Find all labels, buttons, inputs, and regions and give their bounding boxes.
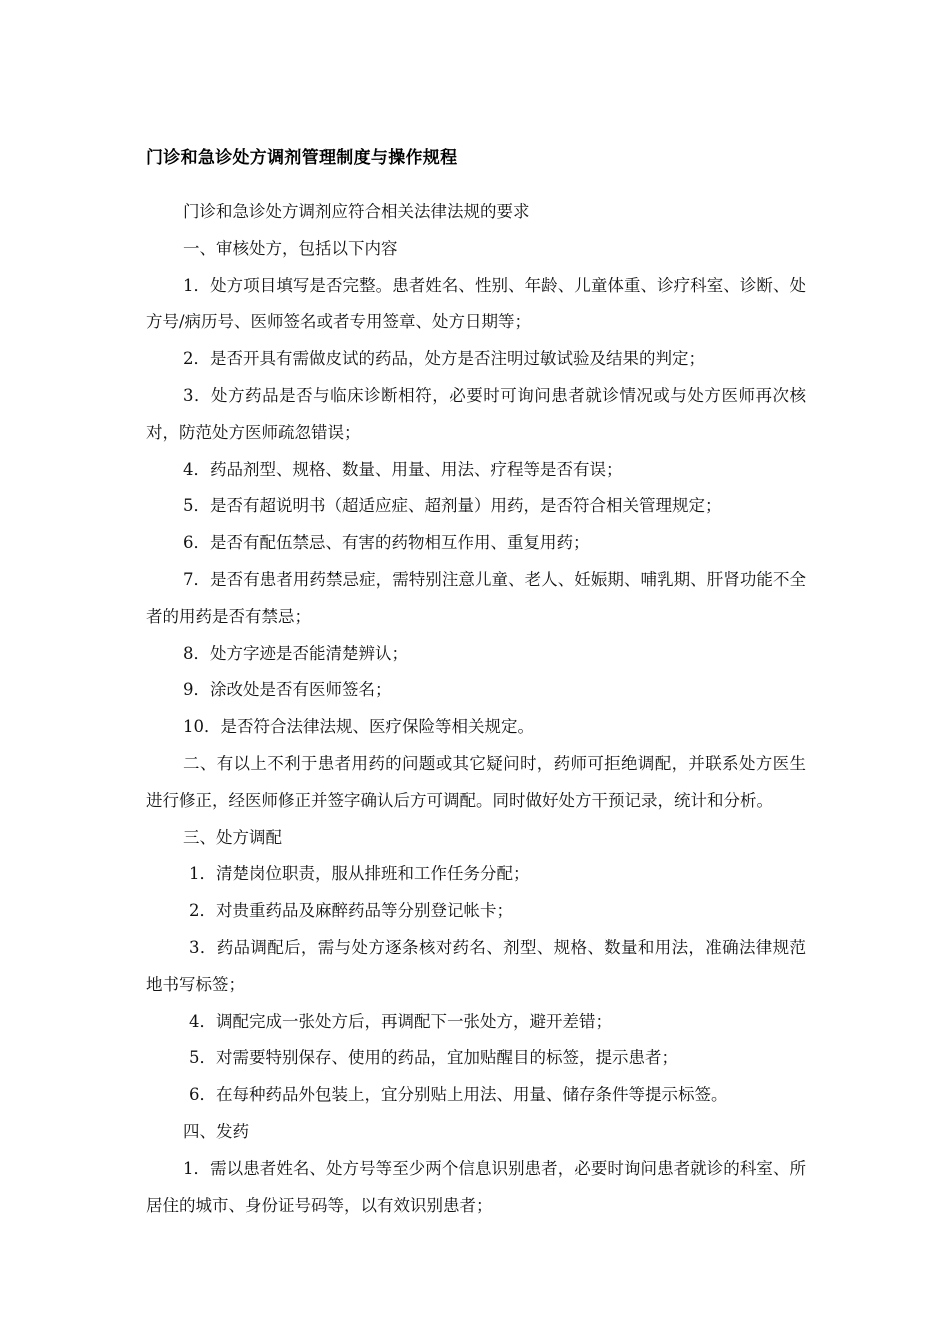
section-3-item: 5．对需要特别保存、使用的药品，宜加贴醒目的标签，提示患者；	[189, 1048, 678, 1068]
section-1-item: 4．药品剂型、规格、数量、用量、用法、疗程等是否有误；	[183, 459, 623, 479]
section-4-item: 1．需以患者姓名、处方号等至少两个信息识别患者，必要时询问患者就诊的科室、所居住的城市、身份证号码等，以有效识别患者；	[146, 1158, 806, 1215]
section-3-item: 4．调配完成一张处方后，再调配下一张处方，避开差错；	[189, 1011, 612, 1031]
section-1-item: 9．涂改处是否有医师签名；	[183, 680, 392, 700]
intro-paragraph: 门诊和急诊处方调剂应符合相关法律法规的要求	[183, 202, 530, 221]
section-1-item: 7．是否有患者用药禁忌症，需特别注意儿童、老人、妊娠期、哺乳期、肝肾功能不全者的用药是否有禁忌；	[146, 569, 806, 626]
section-3-item: 6．在每种药品外包装上，宜分别贴上用法、用量、储存条件等提示标签。	[189, 1085, 728, 1105]
document-title: 门诊和急诊处方调剂管理制度与操作规程	[146, 148, 458, 168]
section-1-item: 6．是否有配伍禁忌、有害的药物相互作用、重复用药；	[183, 533, 590, 553]
section-1-heading: 一、审核处方，包括以下内容	[183, 238, 398, 258]
section-3-heading: 三、处方调配	[183, 827, 282, 847]
section-1-item: 2．是否开具有需做皮试的药品，处方是否注明过敏试验及结果的判定；	[183, 349, 705, 369]
section-1-item: 10．是否符合法律法规、医疗保险等相关规定。	[183, 717, 534, 737]
section-3-item: 2．对贵重药品及麻醉药品等分别登记帐卡；	[189, 901, 513, 921]
section-2-paragraph: 二、有以上不利于患者用药的问题或其它疑问时，药师可拒绝调配，并联系处方医生进行修正，经医师修正并签字确认后方可调配。同时做好处方干预记录，统计和分析。	[146, 753, 806, 810]
section-1-item: 8．处方字迹是否能清楚辨认；	[183, 643, 408, 663]
section-4-heading: 四、发药	[183, 1121, 249, 1141]
section-3-item: 1．清楚岗位职责，服从排班和工作任务分配；	[189, 864, 530, 884]
section-1-item: 3．处方药品是否与临床诊断相符，必要时可询问患者就诊情况或与处方医师再次核对，防范处方医师疏忽错误；	[146, 385, 806, 442]
document-body	[146, 194, 806, 1224]
section-3-item: 3．药品调配后，需与处方逐条核对药名、剂型、规格、数量和用法，准确法律规范地书写标签；	[146, 937, 806, 994]
section-1-item: 5．是否有超说明书（超适应症、超剂量）用药，是否符合相关管理规定；	[183, 496, 722, 516]
section-1-item: 1．处方项目填写是否完整。患者姓名、性别、年龄、儿童体重、诊疗科室、诊断、处方号/病历号、医师签名或者专用签章、处方日期等；	[146, 275, 806, 332]
